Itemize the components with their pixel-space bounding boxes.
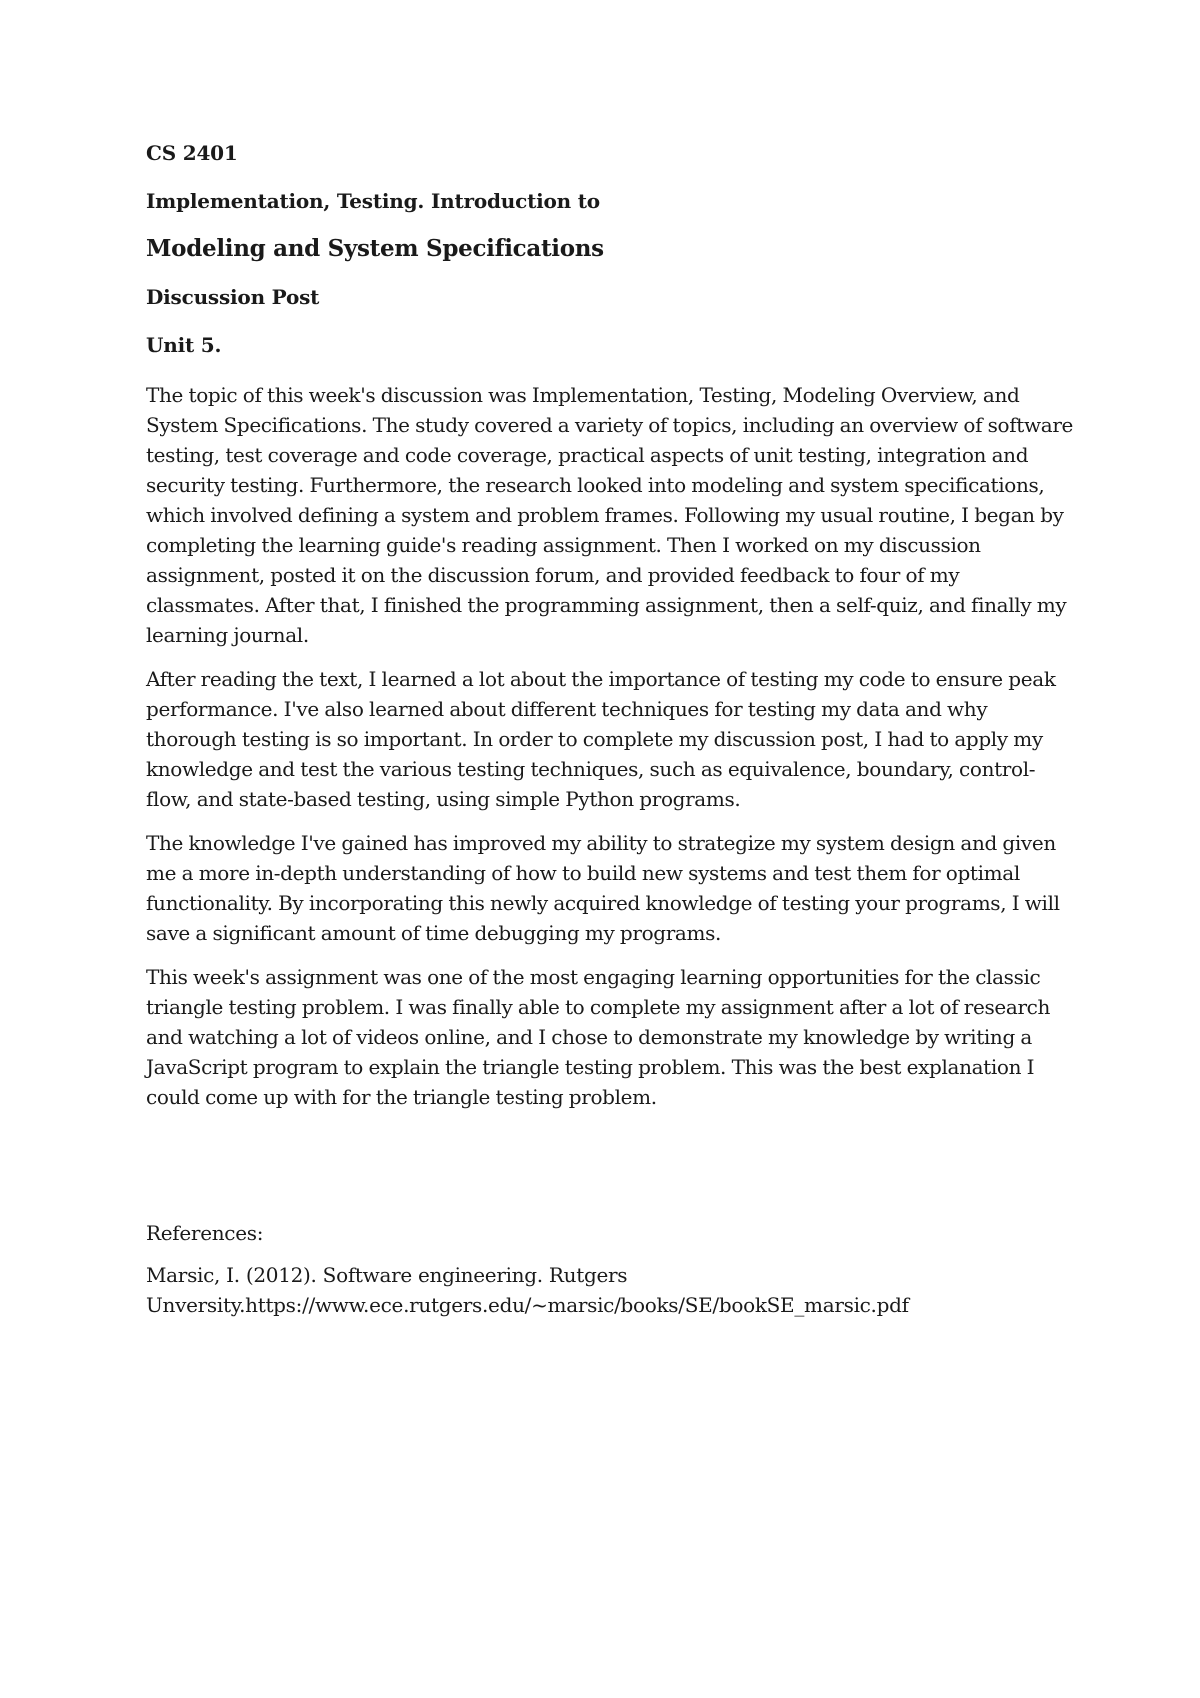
reference-line-2: Unversity.https://www.ece.rutgers.edu/~marsic/books/SE/bookSE_marsic.pdf	[146, 1293, 909, 1317]
body-paragraph-2: After reading the text, I learned a lot about the importance of testing my code to ensure peak performance. I've also learned about different techniques for testing my data and why thorough testing is so important. In order to complete my discussion post, I had to apply my knowledge and test the various testing techniques, such as equivalence, boundary, control-flow, and state-based testing, using simple Python programs.	[146, 667, 1056, 811]
unit-label: Unit 5.	[146, 333, 222, 357]
post-type: Discussion Post	[146, 285, 320, 309]
course-code: CS 2401	[146, 141, 238, 165]
reference-entry	[146, 1260, 1076, 1320]
reference-line-1: Marsic, I. (2012). Software engineering. Rutgers	[146, 1263, 628, 1287]
references-heading: References:	[146, 1221, 264, 1245]
body-paragraph-1: The topic of this week's discussion was Implementation, Testing, Modeling Overview, and System Specifications. The study covered a variety of topics, including an overview of software testing, test coverage and code coverage, practical aspects of unit testing, integration and security testing. Furthermore, the research looked into modeling and system specifications, which involved defining a system and problem frames. Following my usual routine, I began by completing the learning guide's reading assignment. Then I worked on my discussion assignment, posted it on the discussion forum, and provided feedback to four of my classmates. After that, I finished the programming assignment, then a self-quiz, and finally my learning journal.	[146, 383, 1074, 647]
document-title: Modeling and System Specifications	[146, 235, 604, 262]
document-page	[146, 140, 1076, 1320]
body-paragraph-3: The knowledge I've gained has improved my ability to strategize my system design and given me a more in-depth understanding of how to build new systems and test them for optimal functionality. By incorporating this newly acquired knowledge of testing your programs, I will save a significant amount of time debugging my programs.	[146, 831, 1060, 945]
body-paragraph-4: This week's assignment was one of the most engaging learning opportunities for the classic triangle testing problem. I was finally able to complete my assignment after a lot of research and watching a lot of videos online, and I chose to demonstrate my knowledge by writing a JavaScript program to explain the triangle testing problem. This was the best explanation I could come up with for the triangle testing problem.	[146, 965, 1051, 1109]
spacer	[146, 1126, 1076, 1218]
subtitle-line: Implementation, Testing. Introduction to	[146, 189, 600, 213]
